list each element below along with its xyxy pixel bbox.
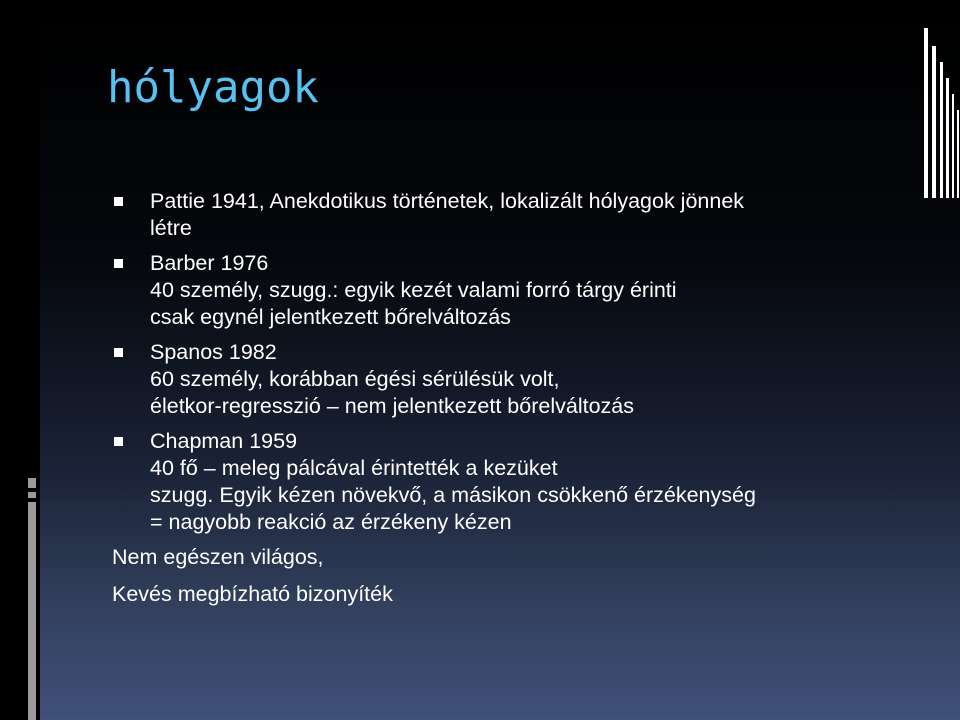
bullet-line: Spanos 1982 <box>150 340 277 364</box>
bullet-item <box>112 188 912 242</box>
bullet-line: Barber 1976 <box>150 251 269 275</box>
bullet-line: 40 személy, szugg.: egyik kezét valami forró tárgy érinti <box>150 278 677 302</box>
bullet-marker <box>114 197 123 206</box>
bullet-item <box>112 428 912 536</box>
bullet-line: Pattie 1941, Anekdotikus történetek, lokalizált hólyagok jönnek <box>150 189 745 213</box>
bullet-line: Chapman 1959 <box>150 429 298 453</box>
decorative-bars-bottom <box>28 478 36 720</box>
bullet-line: 40 fő – meleg pálcával érintették a kezüket <box>150 456 558 480</box>
slide-content <box>112 188 912 618</box>
bullet-marker <box>114 437 123 446</box>
bullet-line: csak egynél jelentkezett bőrelváltozás <box>150 305 511 329</box>
bullet-item <box>112 250 912 331</box>
bullet-line: szugg. Egyik kézen növekvő, a másikon csökkenő érzékenység <box>150 483 756 507</box>
closing-line: Nem egészen világos, <box>112 545 324 569</box>
bullet-line: életkor-regresszió – nem jelentkezett bőrelváltozás <box>150 394 634 418</box>
bullet-item <box>112 339 912 420</box>
bullet-line: 60 személy, korábban égési sérülésük volt, <box>150 367 560 391</box>
decorative-bars-top <box>924 28 960 198</box>
closing-line: Kevés megbízható bizonyíték <box>112 582 393 606</box>
bullet-line: = nagyobb reakció az érzékeny kézen <box>150 510 512 534</box>
slide-title: hólyagok <box>107 62 319 113</box>
bullet-line: létre <box>150 216 192 240</box>
bullet-marker <box>114 348 123 357</box>
bullet-marker <box>114 259 123 268</box>
